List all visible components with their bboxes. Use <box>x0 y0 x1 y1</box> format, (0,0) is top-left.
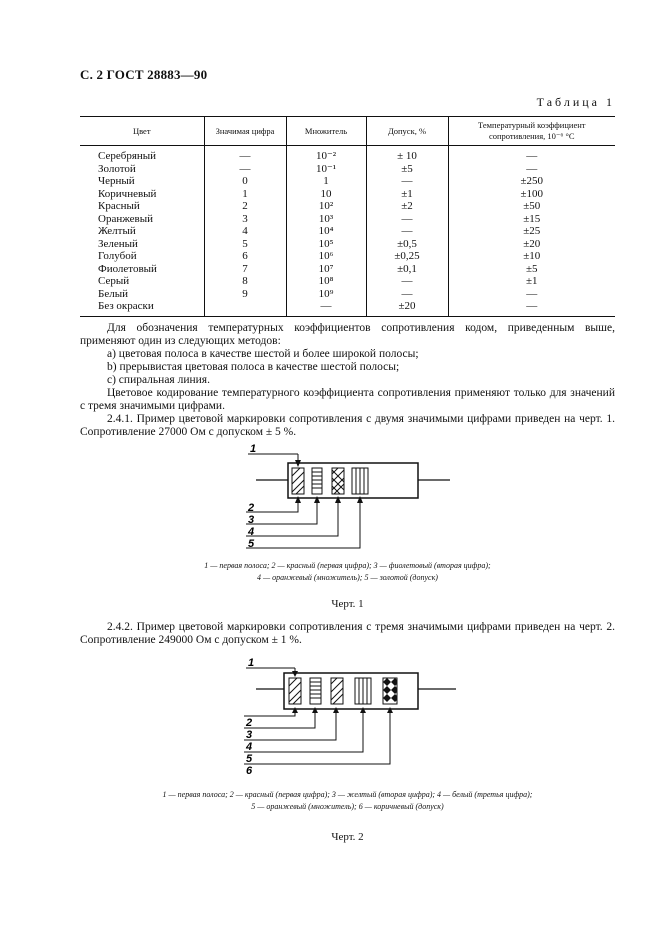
callout-label-4: 4 <box>248 526 255 538</box>
figure1-caption-line1: 1 — первая полоса; 2 — красный (первая цифра); 3 — фиолетовый (вторая цифра); <box>204 561 491 570</box>
band-hatched <box>292 468 304 494</box>
band-crosshatch <box>331 678 343 704</box>
band-vertical-stripes <box>355 678 371 704</box>
cell-digit: 2 <box>204 200 286 213</box>
list-text: с) спиральная линия. <box>107 374 210 386</box>
resistor-body <box>284 673 418 709</box>
callout-label-1: 1 <box>248 657 255 669</box>
table-row <box>80 200 615 213</box>
table-row <box>80 146 615 163</box>
cell-tolerance: ± 10 <box>366 146 448 163</box>
arrow-icon <box>335 496 341 503</box>
cell-tolerance: — <box>366 175 448 188</box>
paragraph-coding <box>80 387 615 413</box>
callout-label-2: 2 <box>248 502 255 514</box>
band-checkered <box>383 678 397 704</box>
table-row <box>80 175 615 188</box>
cell-tolerance: — <box>366 225 448 238</box>
table-row <box>80 263 615 276</box>
list-text: b) прерывистая цветовая полоса в качестве шестой полосы; <box>107 361 400 373</box>
cell-color: Красный <box>98 200 140 212</box>
band-vertical-stripes <box>352 468 368 494</box>
cell-multiplier: 10⁻² <box>286 146 366 163</box>
list-item-c <box>80 374 615 387</box>
resistor-diagram-1 <box>230 440 460 552</box>
cell-tcr: — <box>448 300 615 316</box>
cell-multiplier: 10⁸ <box>286 275 366 288</box>
cell-digit: — <box>204 146 286 163</box>
header-color: Цвет <box>80 117 204 146</box>
callout-label-5: 5 <box>248 538 255 550</box>
paragraph-text: 2.4.1. Пример цветовой маркировки сопротивления с двумя значимыми цифрами приведен на черт. 1. Сопротивление 27000 Ом с допуском ± 5 %. <box>80 413 615 439</box>
arrow-icon <box>292 671 298 677</box>
table-row <box>80 213 615 226</box>
cell-color: Белый <box>98 287 128 300</box>
cell-color: Серебряный <box>98 150 157 162</box>
cell-multiplier: 10³ <box>286 213 366 226</box>
cell-color: Без окраски <box>80 300 204 316</box>
cell-tcr: ±10 <box>448 250 615 263</box>
cell-tcr: ±15 <box>448 213 615 226</box>
cell-color: Золотой <box>98 162 136 175</box>
cell-color: Черный <box>98 175 135 187</box>
header-digit: Значимая цифра <box>204 117 286 146</box>
cell-tcr: — <box>448 146 615 163</box>
figure1-title: Черт. 1 <box>331 598 364 610</box>
arrow-icon <box>357 496 363 503</box>
cell-tolerance: ±20 <box>366 300 448 316</box>
list-text: а) цветовая полоса в качестве шестой и более широкой полосы; <box>107 348 419 360</box>
cell-multiplier: 10⁴ <box>286 225 366 238</box>
band-crosshatch <box>332 468 344 494</box>
cell-multiplier: 10⁵ <box>286 238 366 251</box>
cell-tcr: ±50 <box>448 200 615 213</box>
table-label: Таблица 1 <box>536 95 615 109</box>
cell-digit: 4 <box>204 225 286 238</box>
resistor-diagram-2 <box>230 654 470 779</box>
band-horizontal-stripes <box>312 468 322 494</box>
cell-digit: 0 <box>204 175 286 188</box>
cell-tcr: ±1 <box>448 275 615 288</box>
arrow-icon <box>333 707 339 713</box>
callout-label-2: 2 <box>246 717 253 729</box>
cell-tolerance: ±5 <box>366 163 448 176</box>
cell-digit: 9 <box>204 288 286 301</box>
cell-multiplier: 10⁹ <box>286 288 366 301</box>
table-row <box>80 188 615 201</box>
figure2-title: Черт. 2 <box>331 831 364 843</box>
cell-digit <box>204 300 286 316</box>
cell-multiplier: — <box>286 300 366 316</box>
figure2-caption-line1: 1 — первая полоса; 2 — красный (первая цифра); 3 — желтый (вторая цифра); 4 — белый (третья цифра); <box>162 790 533 799</box>
callout-label-3: 3 <box>246 729 253 741</box>
cell-tcr: — <box>448 163 615 176</box>
cell-color: Коричневый <box>98 187 157 200</box>
cell-tcr: ±100 <box>448 188 615 201</box>
cell-digit: 8 <box>204 275 286 288</box>
cell-tcr: ±25 <box>448 225 615 238</box>
cell-multiplier: 10⁶ <box>286 250 366 263</box>
list-item-a <box>80 348 615 361</box>
cell-tolerance: — <box>366 275 448 288</box>
cell-digit: 5 <box>204 238 286 251</box>
callout-label-6: 6 <box>246 765 253 777</box>
cell-digit: 7 <box>204 263 286 276</box>
cell-color: Фиолетовый <box>98 262 157 275</box>
cell-tolerance: ±1 <box>366 188 448 201</box>
table-row <box>80 163 615 176</box>
table-row <box>80 300 615 316</box>
paragraph-2-4-2 <box>80 621 615 647</box>
cell-digit: 1 <box>204 188 286 201</box>
arrow-icon <box>312 707 318 713</box>
arrow-icon <box>387 707 393 713</box>
cell-multiplier: 10 <box>286 188 366 201</box>
callout-label-3: 3 <box>248 514 255 526</box>
cell-digit: 3 <box>204 213 286 226</box>
color-code-table <box>80 116 615 317</box>
header-tolerance: Допуск, % <box>366 117 448 146</box>
arrow-icon <box>360 707 366 713</box>
arrow-icon <box>314 496 320 503</box>
arrow-icon <box>295 496 301 503</box>
figure2-caption-line2: 5 — оранжевый (множитель); 6 — коричневый (допуск) <box>251 802 444 811</box>
cell-multiplier: 10⁻¹ <box>286 163 366 176</box>
list-item-b <box>80 361 615 374</box>
table-header-row <box>80 117 615 146</box>
cell-color: Желтый <box>98 225 136 237</box>
callout-label-4: 4 <box>246 741 253 753</box>
header-multiplier: Множитель <box>286 117 366 146</box>
paragraph-text: Для обозначения температурных коэффициентов сопротивления кодом, приведенным выше, применяют один из следующих методов: <box>80 322 615 348</box>
table-row <box>80 238 615 251</box>
cell-color: Оранжевый <box>98 212 154 225</box>
cell-tolerance: ±0,1 <box>366 263 448 276</box>
table-row <box>80 288 615 301</box>
cell-digit: 6 <box>204 250 286 263</box>
page-header: С. 2 ГОСТ 28883—90 <box>80 67 208 82</box>
figure1-caption-line2: 4 — оранжевый (множитель); 5 — золотой (допуск) <box>257 573 438 582</box>
cell-tolerance: — <box>366 288 448 301</box>
paragraph-text: 2.4.2. Пример цветовой маркировки сопротивления с тремя значимыми цифрами приведен на черт. 2. Сопротивление 249000 Ом с допуском ± 1 %. <box>80 621 615 647</box>
cell-tolerance: ±2 <box>366 200 448 213</box>
band-horizontal-stripes <box>310 678 321 704</box>
cell-tolerance: ±0,25 <box>366 250 448 263</box>
cell-multiplier: 1 <box>286 175 366 188</box>
table-row <box>80 250 615 263</box>
header-tcr: Температурный коэффициент сопротивления, 10⁻⁶ °С <box>448 117 615 146</box>
paragraph-text: Цветовое кодирование температурного коэффициента сопротивления применяют только для значений с тремя значимыми цифрами. <box>80 387 615 413</box>
cell-tolerance: ±0,5 <box>366 238 448 251</box>
cell-tcr: ±20 <box>448 238 615 251</box>
cell-tcr: ±5 <box>448 263 615 276</box>
paragraph-2-4-1 <box>80 413 615 439</box>
cell-digit: — <box>204 163 286 176</box>
cell-tcr: ±250 <box>448 175 615 188</box>
cell-color: Зеленый <box>98 237 138 250</box>
table-row <box>80 275 615 288</box>
cell-tcr: — <box>448 288 615 301</box>
table-row <box>80 225 615 238</box>
callout-label-5: 5 <box>246 753 253 765</box>
paragraph-methods <box>80 322 615 348</box>
cell-color: Голубой <box>98 250 137 262</box>
cell-multiplier: 10² <box>286 200 366 213</box>
callout-label-1: 1 <box>250 443 257 455</box>
band-hatched <box>289 678 301 704</box>
cell-tolerance: — <box>366 213 448 226</box>
cell-multiplier: 10⁷ <box>286 263 366 276</box>
arrow-icon <box>292 707 298 713</box>
cell-color: Серый <box>98 275 130 287</box>
